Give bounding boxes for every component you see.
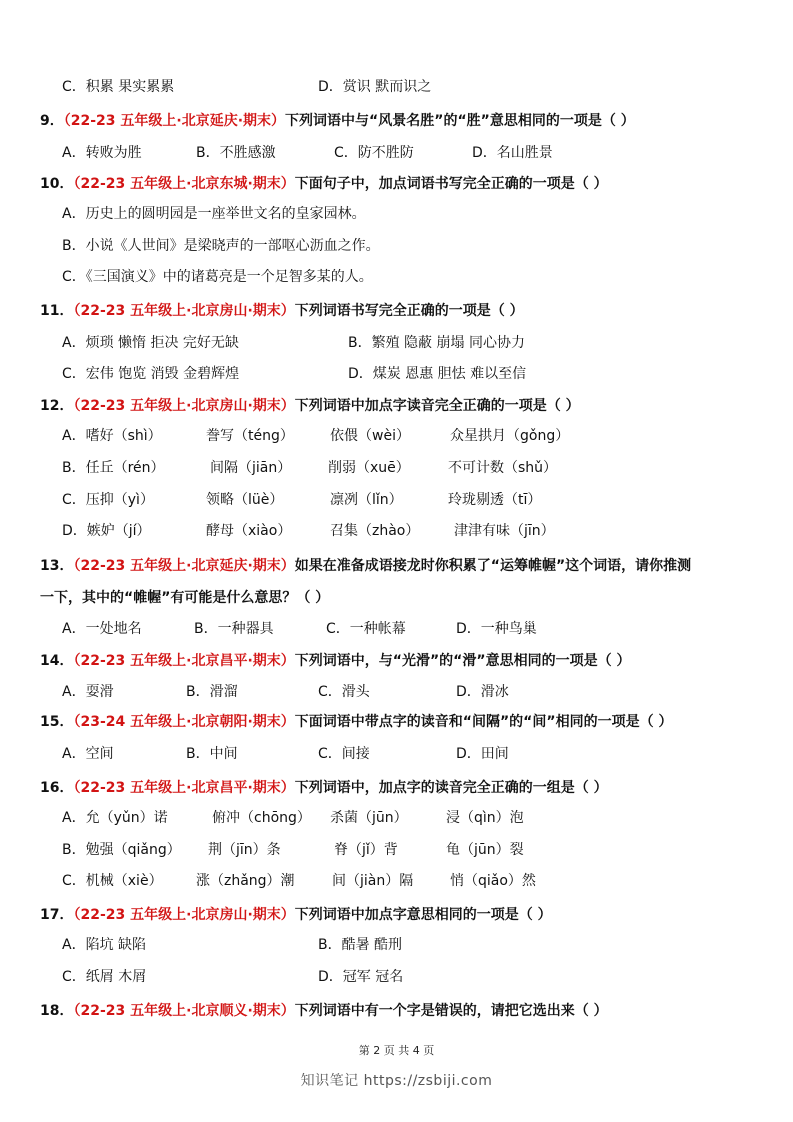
q17-option-c: C．纸屑 木屑 [62, 969, 147, 985]
question-number: 13． [40, 558, 74, 574]
q15-option-b: B．中间 [186, 746, 238, 762]
question-source: （22-23 五年级上·北京房山·期末） [73, 907, 295, 923]
question-number: 14． [40, 653, 74, 669]
question-10 [40, 175, 608, 193]
question-13-continued: 一下，其中的“帷幄”有可能是什么意思？（ ） [40, 590, 330, 606]
q15-option-c: C．间接 [318, 746, 370, 762]
q12-c-4: 玲珑剔透（tī） [448, 492, 542, 508]
q12-d-4: 津津有味（jīn） [454, 523, 555, 539]
q9-option-b: B．不胜感激 [196, 145, 276, 161]
question-number: 12． [40, 398, 74, 414]
q12-b-2: 间隔（jiān） [210, 460, 292, 476]
q13-option-b: B．一种器具 [194, 621, 274, 637]
question-number: 17． [40, 907, 74, 923]
q16-b-2: 荆（jīn）条 [208, 842, 281, 858]
q12-d-3: 召集（zhào） [330, 523, 420, 539]
q12-d-1: D．嫉妒（jí） [62, 523, 151, 539]
q9-option-a: A．转败为胜 [62, 145, 142, 161]
q16-b-4: 龟（jūn）裂 [446, 842, 524, 858]
q12-d-2: 酵母（xiào） [206, 523, 292, 539]
question-text: 下列词语中加点字读音完全正确的一项是（ ） [294, 398, 580, 414]
q12-b-3: 削弱（xuē） [328, 460, 410, 476]
question-text: 下列词语书写完全正确的一项是（ ） [294, 303, 524, 319]
question-17 [40, 906, 552, 924]
q17-option-a: A．陷坑 缺陷 [62, 937, 147, 953]
q14-option-c: C．滑头 [318, 684, 370, 700]
question-source: （22-23 五年级上·北京延庆·期末） [73, 558, 295, 574]
question-source: （22-23 五年级上·北京房山·期末） [73, 303, 295, 319]
q16-c-2: 涨（zhǎng）潮 [196, 873, 295, 889]
question-text: 下列词语中加点字意思相同的一项是（ ） [294, 907, 552, 923]
question-source: （22-23 五年级上·北京顺义·期末） [73, 1003, 295, 1019]
q12-b-4: 不可计数（shǔ） [448, 460, 558, 476]
q12-a-3: 依偎（wèi） [330, 428, 410, 444]
q8-option-c: C．积累 果实累累 [62, 79, 175, 95]
question-15 [40, 713, 672, 731]
q11-option-a: A．烦琐 懒惰 拒决 完好无缺 [62, 335, 239, 351]
q16-a-2: 俯冲（chōng） [212, 810, 311, 826]
q17-option-d: D．冠军 冠名 [318, 969, 404, 985]
q11-option-c: C．宏伟 饱览 消毁 金碧辉煌 [62, 366, 240, 382]
question-source: （22-23 五年级上·北京延庆·期末） [63, 113, 286, 129]
question-11 [40, 302, 524, 320]
q14-option-a: A．耍滑 [62, 684, 114, 700]
question-source: （23-24 五年级上·北京朝阳·期末） [73, 714, 295, 730]
q16-c-3: 间（jiàn）隔 [332, 873, 414, 889]
q9-option-d: D．名山胜景 [472, 145, 553, 161]
q14-option-d: D．滑冰 [456, 684, 509, 700]
question-source: （22-23 五年级上·北京东城·期末） [73, 176, 295, 192]
question-number: 10． [40, 176, 74, 192]
q11-option-d: D．煤炭 恩惠 胆怯 难以至信 [348, 366, 527, 382]
q8-option-d: D．赏识 默而识之 [318, 79, 432, 95]
question-9 [40, 112, 635, 130]
page-footer: 第 2 页 共 4 页 [358, 1044, 435, 1057]
q13-option-d: D．一种鸟巢 [456, 621, 537, 637]
question-source: （22-23 五年级上·北京房山·期末） [73, 398, 295, 414]
q14-option-b: B．滑溜 [186, 684, 238, 700]
question-number: 9． [40, 113, 64, 129]
q11-option-b: B．繁殖 隐蔽 崩塌 同心协力 [348, 335, 525, 351]
q17-option-b: B．酷暑 酷刑 [318, 937, 403, 953]
q13-option-c: C．一种帐幕 [326, 621, 406, 637]
question-source: （22-23 五年级上·北京昌平·期末） [73, 780, 295, 796]
question-text: 下列词语中，与“光滑”的“滑”意思相同的一项是（ ） [294, 653, 631, 669]
q12-b-1: B．任丘（rén） [62, 460, 165, 476]
question-18 [40, 1002, 608, 1020]
question-12 [40, 397, 580, 415]
q13-option-a: A．一处地名 [62, 621, 142, 637]
q16-a-4: 浸（qìn）泡 [446, 810, 524, 826]
q12-c-3: 凛冽（lǐn） [330, 492, 403, 508]
q16-b-3: 脊（jǐ）背 [334, 842, 398, 858]
q16-c-4: 悄（qiǎo）然 [450, 873, 536, 889]
q12-a-4: 众星拱月（gǒng） [450, 428, 570, 444]
question-number: 18． [40, 1003, 74, 1019]
question-source: （22-23 五年级上·北京昌平·期末） [73, 653, 295, 669]
q12-c-1: C．压抑（yì） [62, 492, 154, 508]
q9-option-c: C．防不胜防 [334, 145, 414, 161]
q16-a-3: 杀菌（jūn） [330, 810, 408, 826]
q16-b-1: B．勉强（qiǎng） [62, 842, 181, 858]
q10-option-b: B．小说《人世间》是梁晓声的一部呕心沥血之作。 [62, 238, 380, 254]
question-14 [40, 652, 630, 670]
site-watermark: 知识笔记 https://zsbiji.com [300, 1073, 493, 1089]
q16-c-1: C．机械（xiè） [62, 873, 163, 889]
question-text: 如果在准备成语接龙时你积累了“运筹帷幄”这个词语，请你推测 [294, 558, 692, 574]
question-text: 下列词语中有一个字是错误的，请把它选出来（ ） [294, 1003, 608, 1019]
q10-option-c: C．《三国演义》中的诸葛亮是一个足智多某的人。 [62, 269, 373, 285]
question-number: 16． [40, 780, 74, 796]
q15-option-d: D．田间 [456, 746, 509, 762]
q10-option-a: A．历史上的圆明园是一座举世文名的皇家园林。 [62, 206, 366, 222]
question-number: 15． [40, 714, 74, 730]
question-13 [40, 557, 691, 575]
question-text: 下面词语中带点字的读音和“间隔”的“间”相同的一项是（ ） [294, 714, 673, 730]
q12-a-1: A．嗜好（shì） [62, 428, 162, 444]
q16-a-1: A．允（yǔn）诺 [62, 810, 168, 826]
question-16 [40, 779, 608, 797]
question-text: 下列词语中，加点字的读音完全正确的一组是（ ） [294, 780, 608, 796]
q12-c-2: 领略（lüè） [206, 492, 284, 508]
q12-a-2: 誊写（téng） [206, 428, 294, 444]
question-text: 下面句子中，加点词语书写完全正确的一项是（ ） [294, 176, 608, 192]
q15-option-a: A．空间 [62, 746, 114, 762]
question-text: 下列词语中与“风景名胜”的“胜”意思相同的一项是（ ） [285, 113, 635, 129]
question-number: 11． [40, 303, 74, 319]
